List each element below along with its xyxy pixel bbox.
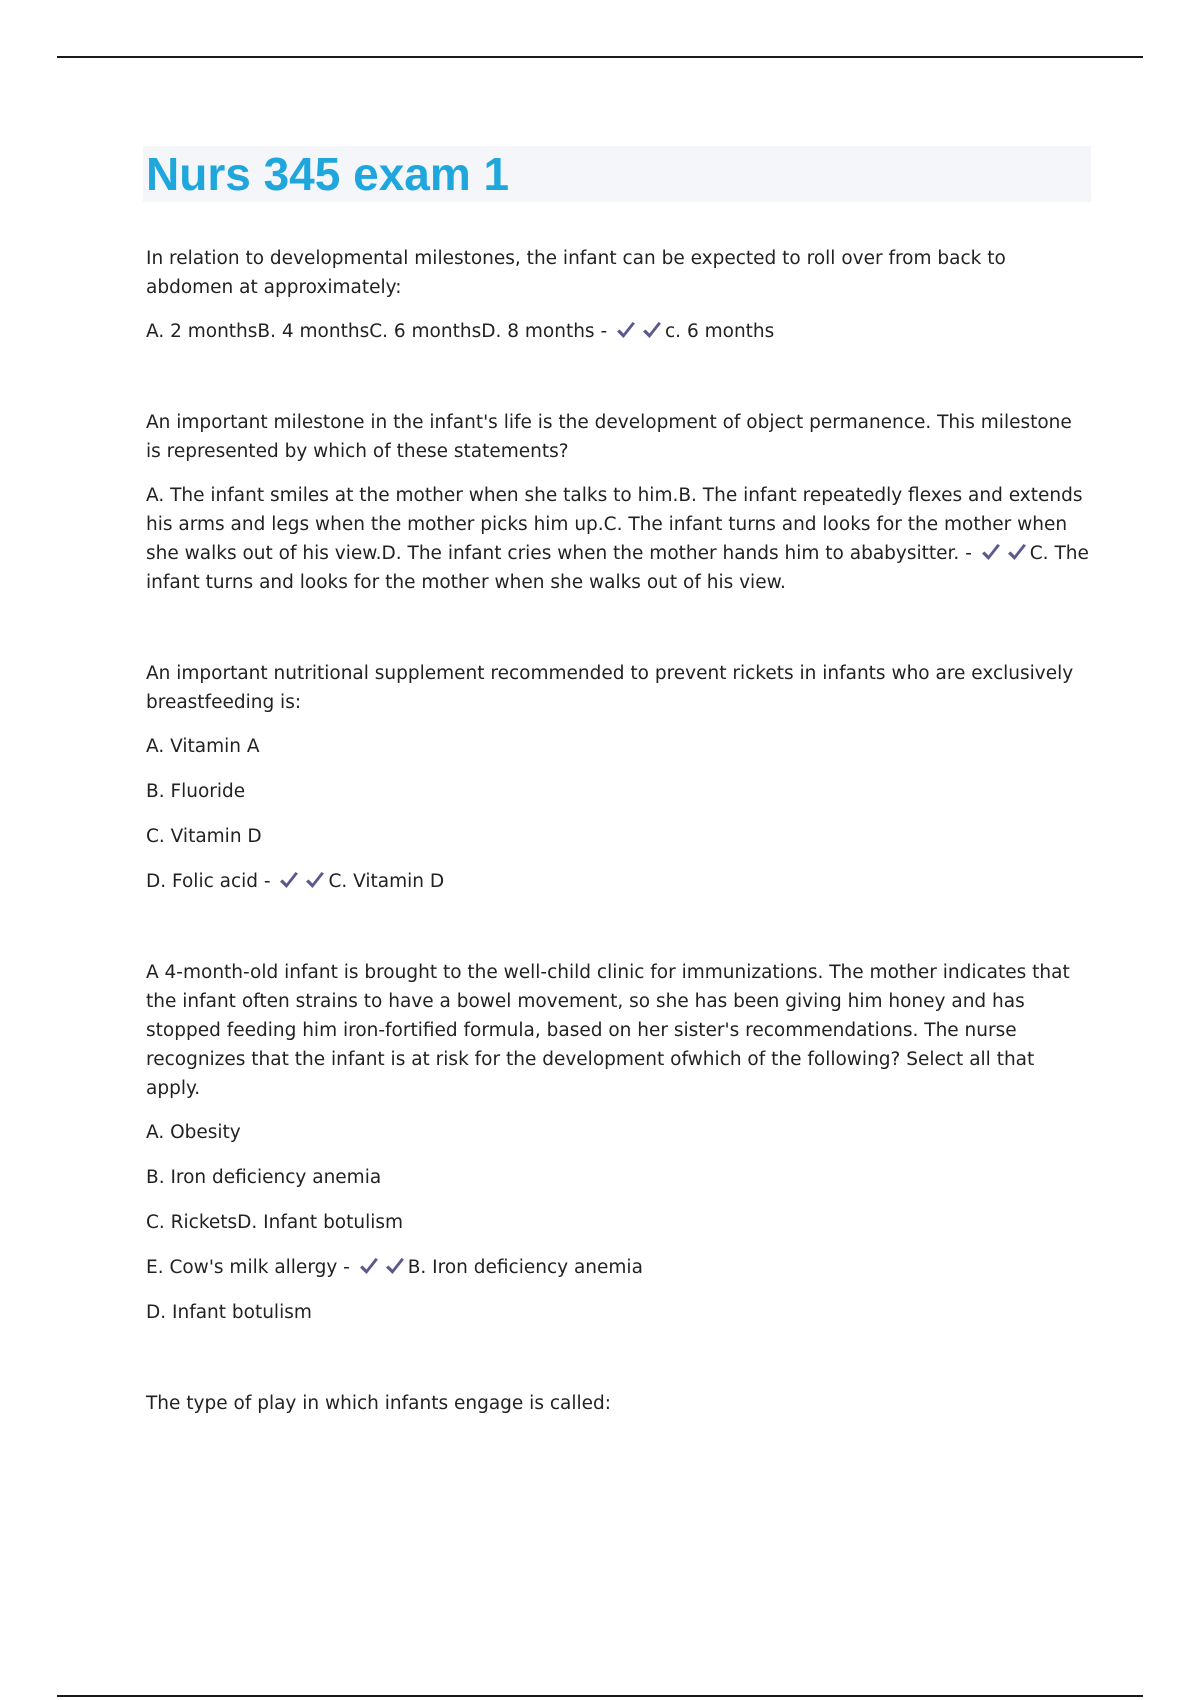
answer-line	[146, 867, 1091, 896]
check-icon	[980, 543, 1002, 563]
check-icon	[641, 321, 663, 341]
options-text: A. The infant smiles at the mother when she talks to him.B. The infant repeatedly flexes and extends his arms and legs when the mother picks him up.C. The infant turns and looks for the mother when she walks out of his view.D. The infant cries when the mother hands him to ababysitter. -	[146, 485, 1083, 564]
header-rule	[57, 56, 1143, 58]
question-text: An important milestone in the infant's life is the development of object permanence. This milestone is represented by which of these statements?	[146, 412, 1072, 462]
option-item: E. Cow's milk allergy -	[146, 1257, 350, 1278]
option-item: C. RicketsD. Infant botulism	[146, 1212, 404, 1233]
check-icon	[615, 321, 637, 341]
answer-line	[146, 1253, 1091, 1282]
correct-answer: c. 6 months	[665, 321, 775, 342]
check-icon	[278, 871, 300, 891]
check-icon	[1006, 543, 1028, 563]
check-icon	[358, 1257, 380, 1277]
check-icon	[384, 1257, 406, 1277]
document-body	[146, 244, 1091, 1418]
correct-answer: C. Vitamin D	[328, 871, 445, 892]
correct-answer: C. The infant turns and looks for the mother when she walks out of his view.	[146, 543, 1089, 593]
option-item: A. Vitamin A	[146, 736, 260, 757]
options-text: A. 2 monthsB. 4 monthsC. 6 monthsD. 8 months -	[146, 321, 608, 342]
check-icon	[304, 871, 326, 891]
correct-answer-extra: D. Infant botulism	[146, 1302, 312, 1323]
page-title: Nurs 345 exam 1	[146, 148, 510, 200]
option-item: A. Obesity	[146, 1122, 241, 1143]
question-text: An important nutritional supplement recommended to prevent rickets in infants who are exclusively breastfeeding is:	[146, 663, 1074, 713]
question-text: A 4-month-old infant is brought to the well-child clinic for immunizations. The mother indicates that the infant often strains to have a bowel movement, so she has been giving him honey and has stopped feeding him iron-fortified formula, based on her sister's recommendations. The nurse recognizes that the infant is at risk for the development ofwhich of the following? Select all that apply.	[146, 962, 1070, 1099]
answer-line	[146, 481, 1091, 597]
option-item: B. Fluoride	[146, 781, 246, 802]
footer-rule	[57, 1695, 1143, 1697]
question-text: The type of play in which infants engage is called:	[146, 1393, 611, 1414]
option-item: B. Iron deficiency anemia	[146, 1167, 382, 1188]
question-text: In relation to developmental milestones, the infant can be expected to roll over from back to abdomen at approximately:	[146, 248, 1006, 298]
option-item: D. Folic acid -	[146, 871, 271, 892]
answer-line	[146, 317, 1091, 346]
correct-answer: B. Iron deficiency anemia	[407, 1257, 643, 1278]
option-item: C. Vitamin D	[146, 826, 262, 847]
